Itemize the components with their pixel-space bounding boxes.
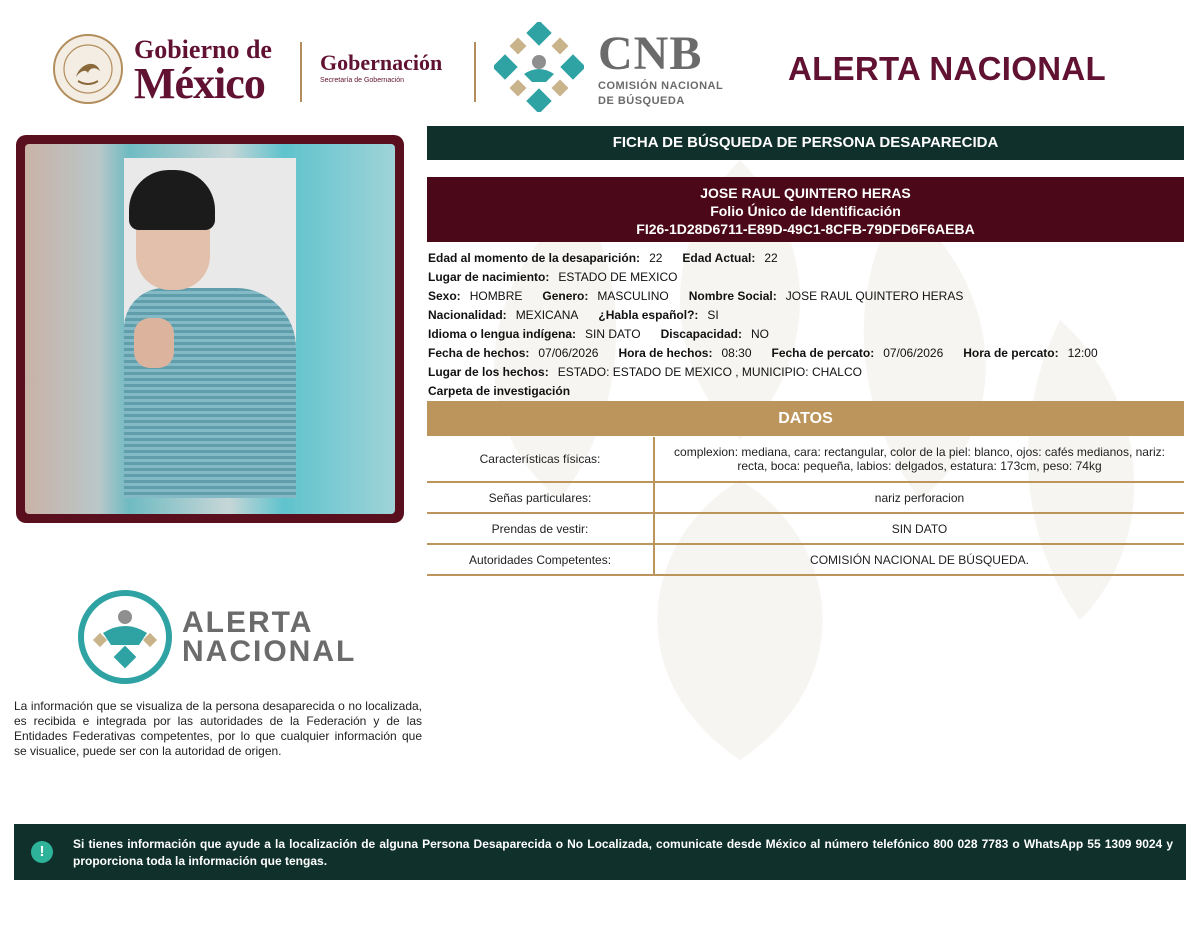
exclamation-icon: ! — [31, 841, 53, 863]
info-value: SI — [707, 308, 719, 322]
cnb-emblem-icon — [494, 22, 584, 112]
footer-banner — [14, 824, 1186, 880]
info-label: Hora de hechos: — [618, 346, 713, 360]
gobernacion-logo — [320, 50, 442, 84]
info-label: Genero: — [542, 289, 589, 303]
ficha-title-bar: FICHA DE BÚSQUEDA DE PERSONA DESAPARECIDA — [427, 126, 1184, 160]
alerta-word: ALERTA — [182, 606, 314, 639]
info-label: Sexo: — [428, 289, 461, 303]
info-value: JOSE RAUL QUINTERO HERAS — [785, 289, 964, 303]
datos-key: Prendas de vestir: — [427, 513, 654, 544]
person-name: JOSE RAUL QUINTERO HERAS — [700, 185, 911, 201]
table-row — [427, 544, 1184, 575]
info-value: SIN DATO — [585, 327, 641, 341]
alerta-nacional-wordmark — [182, 608, 356, 666]
alerta-nacional-emblem-icon — [77, 589, 173, 685]
cnb-line2: DE BÚSQUEDA — [598, 95, 685, 107]
cnb-wordmark — [598, 27, 724, 108]
person-info — [428, 249, 1118, 401]
info-value: ESTADO: ESTADO DE MEXICO , MUNICIPIO: CHALCO — [557, 365, 862, 379]
info-row-lugar-hechos — [428, 363, 1118, 382]
person-photo — [25, 144, 395, 514]
info-value: 07/06/2026 — [883, 346, 944, 360]
table-row — [427, 482, 1184, 513]
info-label: Carpeta de investigación — [428, 384, 571, 398]
datos-table — [427, 437, 1184, 576]
folio-number: FI26-1D28D6711-E89D-49C1-8CFB-79DFD6F6AEBA — [636, 221, 975, 237]
datos-key: Autoridades Competentes: — [427, 544, 654, 575]
gobernacion-title: Gobernación — [320, 50, 443, 75]
info-row-edad — [428, 249, 1118, 268]
info-row-sexo — [428, 287, 1118, 306]
footer-message: Si tienes información que ayude a la localización de alguna Persona Desaparecida o No Localizada, comunicate desde México al número telefónico 800 028 7783 o WhatsApp 55 1309 9024 y proporciona toda la información que tengas. — [73, 837, 1173, 868]
info-label: Discapacidad: — [660, 327, 742, 341]
folio-label: Folio Único de Identificación — [710, 203, 901, 219]
info-label: Fecha de hechos: — [428, 346, 530, 360]
info-row-fechas — [428, 344, 1118, 363]
info-label: Idioma o lengua indígena: — [428, 327, 577, 341]
info-value: MEXICANA — [515, 308, 579, 322]
gobierno-line2: México — [134, 59, 265, 108]
info-label: Edad al momento de la desaparición: — [428, 251, 641, 265]
datos-value: nariz perforacion — [654, 482, 1184, 513]
info-row-carpeta — [428, 382, 1118, 401]
gobierno-line1: Gobierno de — [134, 35, 272, 64]
person-photo-portrait — [124, 158, 296, 498]
info-value: NO — [750, 327, 769, 341]
info-row-nacionalidad — [428, 306, 1118, 325]
person-name-bar — [427, 177, 1184, 242]
info-value: ESTADO DE MEXICO — [558, 270, 678, 284]
info-label: Fecha de percato: — [771, 346, 875, 360]
info-value: MASCULINO — [597, 289, 669, 303]
info-label: ¿Habla español?: — [598, 308, 699, 322]
datos-header: DATOS — [427, 401, 1184, 436]
divider — [474, 42, 476, 102]
datos-value: COMISIÓN NACIONAL DE BÚSQUEDA. — [654, 544, 1184, 575]
info-row-nacimiento — [428, 268, 1118, 287]
info-value: 22 — [764, 251, 778, 265]
nacional-word: NACIONAL — [182, 635, 357, 668]
table-row — [427, 437, 1184, 482]
cnb-acronym: CNB — [598, 27, 703, 80]
info-value: 07/06/2026 — [538, 346, 599, 360]
info-label: Nacionalidad: — [428, 308, 507, 322]
divider — [300, 42, 302, 102]
info-value: HOMBRE — [469, 289, 523, 303]
datos-key: Señas particulares: — [427, 482, 654, 513]
datos-key: Características físicas: — [427, 437, 654, 482]
info-label: Edad Actual: — [682, 251, 756, 265]
disclaimer-text: La información que se visualiza de la persona desaparecida o no localizada, es recibida e integrada por las autoridades de la Federación y de las Entidades Federativas competentes, por lo que cualquier información que se visualice, puede ser con la autoridad de origen. — [14, 699, 422, 758]
info-label: Lugar de nacimiento: — [428, 270, 550, 284]
gobierno-de-mexico-logo — [134, 35, 272, 108]
datos-value: complexion: mediana, cara: rectangular, color de la piel: blanco, ojos: cafés medianos, nariz: recta, boca: pequeña, labios: delgados, estatura: 173cm, peso: 74kg — [654, 437, 1184, 482]
mexico-seal-icon — [52, 33, 124, 105]
person-photo-frame — [16, 135, 404, 523]
info-row-idioma — [428, 325, 1118, 344]
gobernacion-subtitle: Secretaría de Gobernación — [320, 77, 405, 84]
info-label: Nombre Social: — [688, 289, 777, 303]
info-label: Hora de percato: — [963, 346, 1059, 360]
info-value: 22 — [649, 251, 663, 265]
info-label: Lugar de los hechos: — [428, 365, 549, 379]
info-value: 12:00 — [1067, 346, 1098, 360]
alerta-nacional-title: ALERTA NACIONAL — [788, 50, 1106, 87]
cnb-line1: COMISIÓN NACIONAL — [598, 80, 724, 92]
info-value: 08:30 — [721, 346, 752, 360]
datos-value: SIN DATO — [654, 513, 1184, 544]
table-row — [427, 513, 1184, 544]
header — [0, 0, 1200, 125]
